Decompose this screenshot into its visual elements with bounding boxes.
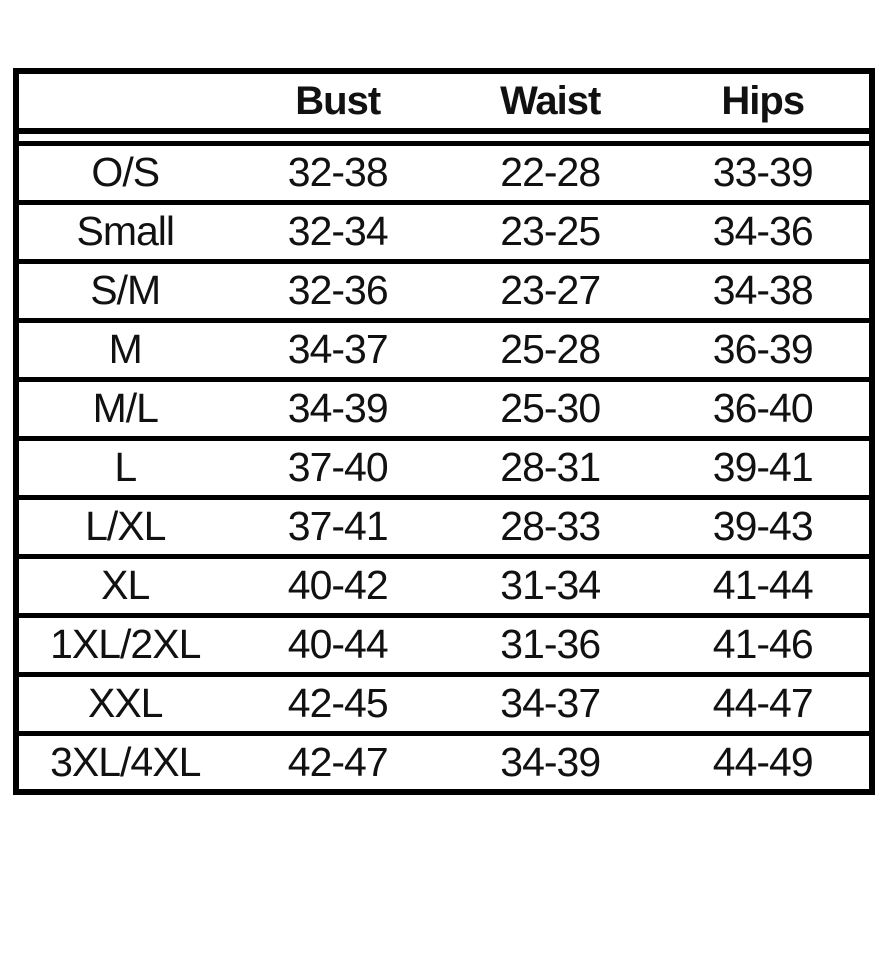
waist-cell: 28-31 (444, 438, 657, 497)
waist-cell: 23-27 (444, 261, 657, 320)
hips-cell: 39-43 (656, 497, 872, 556)
header-row (16, 71, 872, 131)
waist-cell: 31-36 (444, 615, 657, 674)
hips-cell: 34-38 (656, 261, 872, 320)
waist-cell: 34-37 (444, 674, 657, 733)
size-cell: XXL (16, 674, 231, 733)
hips-cell: 39-41 (656, 438, 872, 497)
bust-cell: 32-38 (231, 143, 444, 202)
header-spacer-cell (16, 131, 872, 143)
bust-cell: 34-39 (231, 379, 444, 438)
table-row (16, 379, 872, 438)
header-bust: Bust (231, 71, 444, 131)
hips-cell: 34-36 (656, 202, 872, 261)
waist-cell: 25-30 (444, 379, 657, 438)
size-cell: 3XL/4XL (50, 738, 201, 785)
header-spacer-row (16, 131, 872, 143)
bust-cell: 42-45 (231, 674, 444, 733)
bust-cell: 32-36 (231, 261, 444, 320)
size-cell: S/M (16, 261, 231, 320)
bust-cell: 40-44 (231, 615, 444, 674)
waist-cell: 31-34 (444, 556, 657, 615)
bust-cell: 37-41 (231, 497, 444, 556)
bust-cell: 34-37 (231, 320, 444, 379)
size-cell: XL (16, 556, 231, 615)
size-cell: Small (16, 202, 231, 261)
size-chart-table (13, 68, 875, 795)
size-cell: L/XL (16, 497, 231, 556)
table-row (16, 674, 872, 733)
bust-cell: 42-47 (287, 738, 388, 785)
size-cell: M (16, 320, 231, 379)
size-chart-head (16, 71, 872, 143)
table-row (16, 202, 872, 261)
hips-cell: 41-44 (656, 556, 872, 615)
waist-cell: 25-28 (444, 320, 657, 379)
table-row (16, 320, 872, 379)
bust-cell: 40-42 (231, 556, 444, 615)
waist-cell: 34-39 (500, 738, 601, 785)
table-row (16, 261, 872, 320)
waist-cell: 23-25 (444, 202, 657, 261)
bust-cell: 37-40 (231, 438, 444, 497)
table-row (16, 143, 872, 202)
table-row (16, 556, 872, 615)
header-waist: Waist (444, 71, 657, 131)
header-size-blank (16, 71, 231, 131)
table-row (16, 615, 872, 674)
hips-cell: 44-49 (712, 738, 813, 785)
hips-cell: 44-47 (656, 674, 872, 733)
bust-cell: 32-34 (231, 202, 444, 261)
header-hips: Hips (656, 71, 872, 131)
waist-cell: 22-28 (444, 143, 657, 202)
table-row (16, 733, 872, 792)
size-cell: 1XL/2XL (16, 615, 231, 674)
size-cell: L (16, 438, 231, 497)
size-cell: M/L (16, 379, 231, 438)
table-row (16, 438, 872, 497)
hips-cell: 33-39 (656, 143, 872, 202)
hips-cell: 36-40 (656, 379, 872, 438)
hips-cell: 41-46 (656, 615, 872, 674)
table-row (16, 497, 872, 556)
size-chart-body (16, 143, 872, 792)
hips-cell: 36-39 (656, 320, 872, 379)
waist-cell: 28-33 (444, 497, 657, 556)
size-cell: O/S (16, 143, 231, 202)
